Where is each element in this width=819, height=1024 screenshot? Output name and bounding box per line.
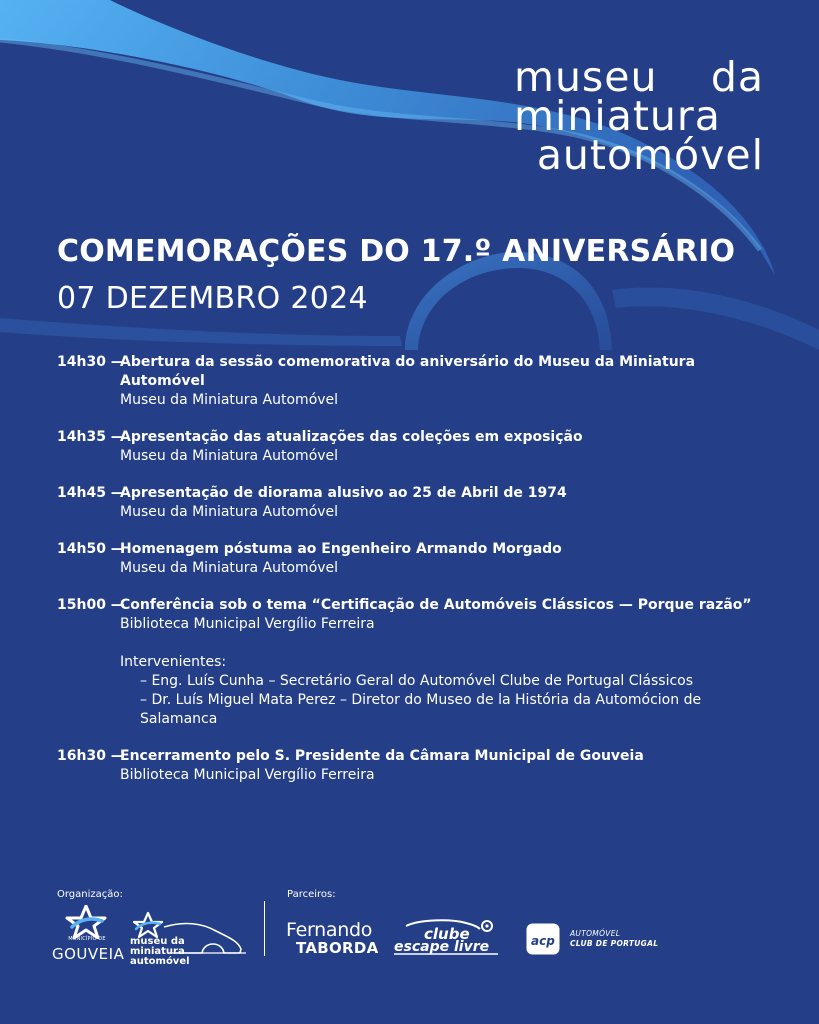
program-time: 14h35 — — [57, 429, 125, 445]
program-item — [57, 484, 777, 522]
program-item — [57, 540, 777, 578]
program-item — [57, 747, 777, 785]
gouveia-municipality-label: MUNICÍPIO DE — [68, 936, 106, 942]
program-time: 16h30 — — [57, 748, 125, 764]
acp-line2: CLUB DE PORTUGAL — [570, 939, 659, 948]
program-time: 14h45 — — [57, 485, 125, 501]
footer-divider — [264, 901, 265, 956]
speaker-item: – Eng. Luís Cunha – Secretário Geral do Automóvel Clube de Portugal Clássicos — [140, 673, 694, 689]
museum-brand-logo — [514, 53, 764, 179]
museum-logo-text — [130, 937, 190, 967]
brand-word-museu: museu — [514, 53, 658, 101]
footer-logos — [0, 885, 819, 995]
organization-label: Organização: — [57, 889, 123, 900]
gouveia-name: GOUVEIA — [52, 945, 125, 963]
mm-word-automovel: automóvel — [130, 956, 190, 967]
partners-label: Parceiros: — [287, 889, 336, 900]
escape-livre-logo-icon — [388, 917, 506, 957]
program-title: Apresentação das atualizações das coleções em exposição — [120, 429, 583, 445]
partner-taborda-last: TABORDA — [296, 939, 379, 957]
brand-word-da: da — [710, 53, 764, 101]
gouveia-star-icon — [64, 905, 108, 939]
program-time: 14h30 — — [57, 354, 125, 370]
speaker-item: – Dr. Luís Miguel Mata Perez – Diretor do Museo de la História da Automócion de Salamanca — [140, 692, 702, 727]
program-venue: Biblioteca Municipal Vergílio Ferreira — [120, 616, 375, 632]
program-list — [57, 353, 777, 803]
program-time: 14h50 — — [57, 541, 125, 557]
escape-livre-line2: escape livre — [394, 939, 490, 955]
program-venue: Biblioteca Municipal Vergílio Ferreira — [120, 767, 375, 783]
escape-livre-line1: clube — [424, 925, 470, 943]
program-venue: Museu da Miniatura Automóvel — [120, 504, 339, 520]
page-title: COMEMORAÇÕES DO 17.º ANIVERSÁRIO — [57, 234, 736, 269]
program-title: Homenagem póstuma ao Engenheiro Armando Morgado — [120, 541, 562, 557]
acp-line1: AUTOMÓVEL — [570, 929, 621, 938]
program-title: Conferência sob o tema “Certificação de Automóveis Clássicos — Porque razão” — [120, 597, 752, 613]
program-venue: Museu da Miniatura Automóvel — [120, 392, 339, 408]
partner-taborda-first: Fernando — [286, 919, 373, 941]
acp-badge-icon — [526, 923, 560, 955]
event-date: 07 DEZEMBRO 2024 — [57, 281, 368, 316]
program-item — [57, 428, 777, 466]
program-venue: Museu da Miniatura Automóvel — [120, 448, 339, 464]
mm-word-miniatura: miniatura — [130, 946, 185, 957]
mm-word-museu: museu — [130, 936, 168, 947]
program-item — [57, 353, 777, 410]
brand-word-automovel: automóvel — [536, 131, 764, 179]
acp-mark: acp — [531, 934, 555, 948]
program-title: Abertura da sessão comemorativa do aniversário do Museu da Miniatura Automóvel — [120, 354, 696, 389]
program-title: Apresentação de diorama alusivo ao 25 de Abril de 1974 — [120, 485, 567, 501]
speakers-label: Intervenientes: — [120, 654, 227, 670]
program-time: 15h00 — — [57, 597, 125, 613]
program-venue: Museu da Miniatura Automóvel — [120, 560, 339, 576]
speakers-block — [120, 653, 777, 729]
program-title: Encerramento pelo S. Presidente da Câmara Municipal de Gouveia — [120, 748, 644, 764]
brand-word-miniatura: miniatura — [514, 92, 721, 140]
acp-name — [570, 929, 658, 949]
program-item — [57, 596, 777, 729]
mm-word-da: da — [170, 936, 185, 947]
